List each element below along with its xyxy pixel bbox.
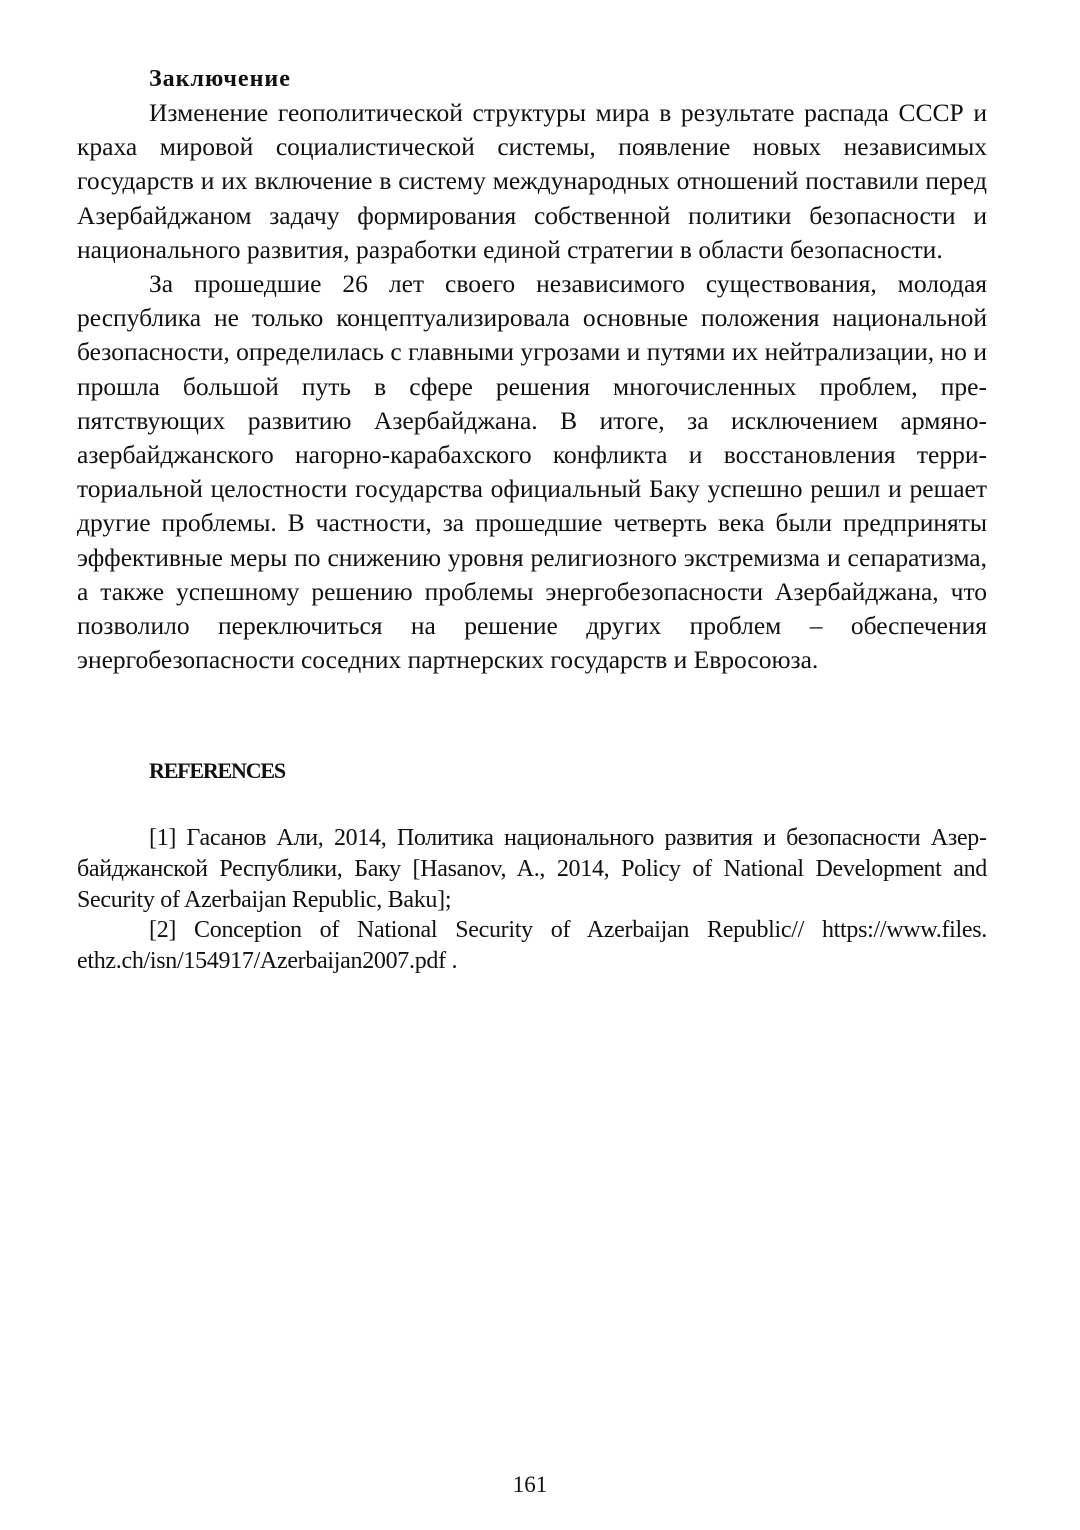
body-paragraph-2: За прошедшие 26 лет своего независимого существования, молодая республика не только концептуализировала основные положения национальной безопасности, определилась с главными угрозами и путями их нейтрализации, но и прошла большой путь в сфере решения многочисленных проблем, препятствующих развитию Азербайджана. В итоге, за исключением армяно-азербайджанского нагорно-карабахского конфликта и восстановления территориальной целостности государства официальный Баку успешно решил и решает другие проблемы. В частности, за прошедшие четверть века были предприняты эффективные меры по снижению уровня религиозного экстремизма и сепаратизма, а также успешному решению проблемы энергобезопасности Азербайджана, что позволило переключиться на решение других проблем – обеспечения энергобезопасности соседних партнерских государств и Евросоюза. [77,269,987,675]
reference-item-1: [1] Гасанов Али, 2014, Политика национального развития и безопасности Азербайджанской Республики, Баку [Hasanov, A., 2014, Policy of National Development and Security of Azerbaijan Republic, Baku]; [77,825,987,913]
body-paragraph-1: Изменение геополитической структуры мира в результате распада СССР и краха мировой социалистической системы, появление новых независимых государств и их включение в систему международных отношений поставили перед Азербайджаном задачу формирования собственной политики безопасности и национального развития, разработки единой стратегии в области безопасности. [77,98,987,264]
page-number: 161 [512,1472,548,1497]
page-content [77,62,987,976]
references-heading: REFERENCES [149,758,285,784]
references-list [77,823,987,976]
reference-item-2: [2] Conception of National Security of Azerbaijan Republic// https://www.files.​ethz.ch/isn/154917/Azerbaijan2007.pdf . [77,917,987,974]
section-heading: Заключение [149,66,291,92]
